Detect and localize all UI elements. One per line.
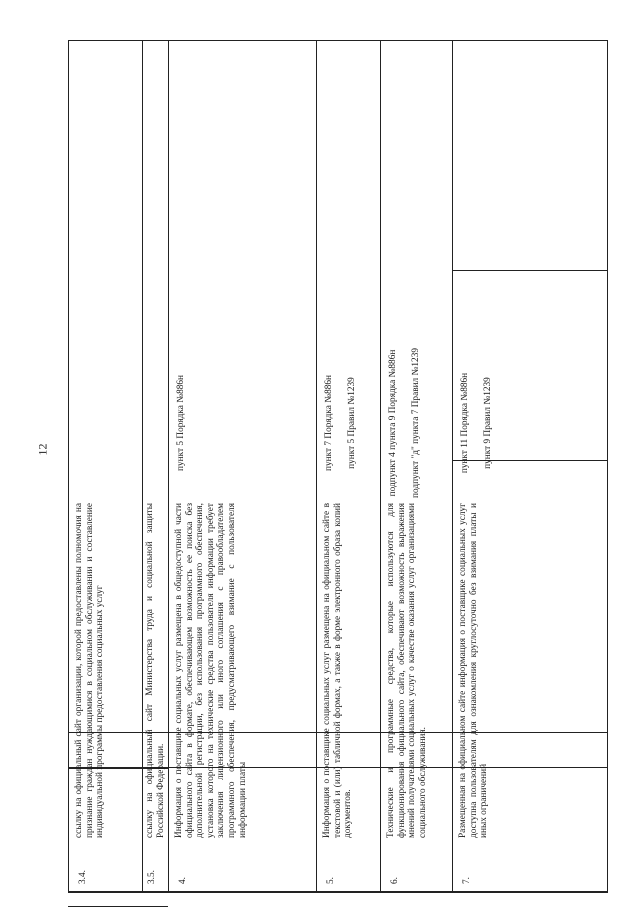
- row-text: Размещенная на официальном сайте информация о поставщике социальных услуг доступна пользователям для ознакомления круглосуточно без взимания платы и иных ограничений: [458, 503, 490, 838]
- row-5: [316, 40, 380, 892]
- row-4: [168, 40, 316, 892]
- row-3-4: [68, 40, 142, 892]
- row-number: 7.: [462, 877, 472, 884]
- empty-columns: [512, 40, 608, 892]
- row-divider: [68, 892, 608, 893]
- row-reference: пункт 11 Порядка №886н пункт 9 Правил №1239: [460, 372, 493, 474]
- row-reference: пункт 7 Порядка №886н пункт 5 Правил №1239: [324, 375, 357, 471]
- row-text: Технические и программные средства, которые используются для функционирования официального сайта, обеспечивают возможность выражения мнений получателями социальных услуг о качестве оказания услуг организациями социального обслуживания.: [386, 503, 428, 838]
- page-number: 12: [35, 443, 50, 456]
- row-number: 3.5.: [147, 870, 157, 884]
- row-reference: подпункт 4 пункта 9 Порядка №886н подпункт "д" пункта 7 Правил №1239: [388, 348, 421, 498]
- row-text: Информация о поставщике социальных услуг размещена на официальном сайте в текстовой и (или) табличной формах, а также в форме электронного образа копий документов.: [322, 503, 354, 838]
- row-text: ссылку на официальный сайт организации, которой предоставлены полномочия на признание граждан нуждающимися в социальном обслуживании и составление индивидуальной программы предоставления социальных услуг: [74, 503, 106, 838]
- row-reference: пункт 5 Порядка №886н: [176, 375, 186, 471]
- row-text: ссылку на официальный сайт Министерства труда и социальной защиты Российской Федерации.: [145, 503, 166, 838]
- row-text: Информация о поставщике социальных услуг размещена в общедоступной части официального сайта в формате, обеспечивающем возможность ее поиска без дополнительной регистрации, без использования программного обеспечения, установка которого на технические средства пользователя информации требует заключения лицензионного или иного соглашения с правообладателем программного обеспечения, предусматривающего взимание с пользователя информации платы: [174, 503, 248, 838]
- row-3-5: [142, 40, 168, 892]
- row-number: 3.4.: [78, 870, 88, 884]
- row-number: 5.: [326, 877, 336, 884]
- row-number: 6.: [390, 877, 400, 884]
- row-number: 4.: [178, 877, 188, 884]
- row-7: [452, 40, 512, 892]
- row-6: [380, 40, 452, 892]
